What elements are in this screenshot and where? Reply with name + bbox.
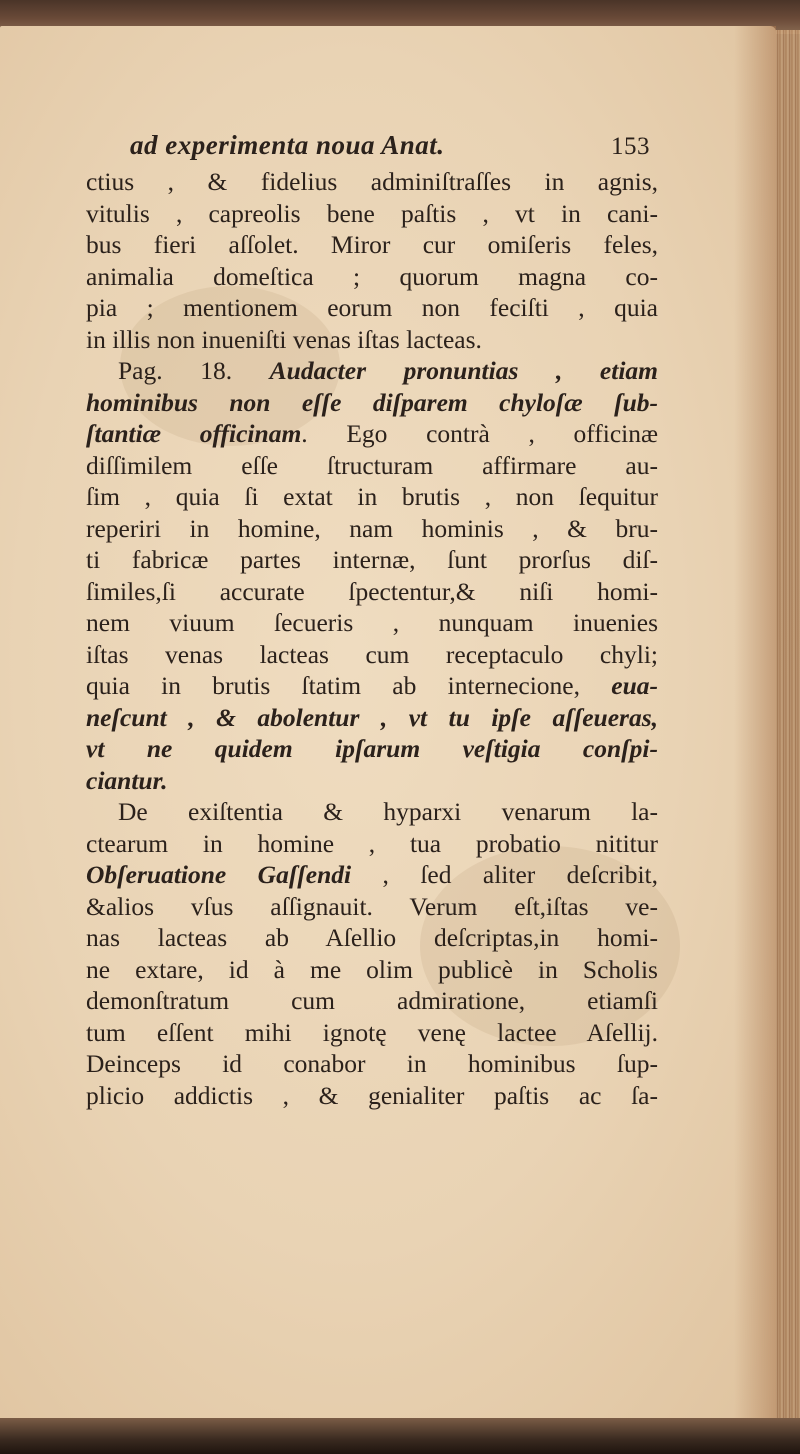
text-line: animalia domeſtica ; quorum magna co- [86,261,658,291]
text-line: plicio addictis , & genialiter paſtis ac ſa- [86,1080,658,1110]
text-line: quia in brutis ſtatim ab internecione, eua- [86,671,658,700]
text-line: reperiri in homine, nam hominis , & bru- [86,513,658,543]
text-line: Pag. 18. Audacter pronuntias , etiam [118,356,658,385]
text-line: hominibus non eſſe diſparem chyloſæ ſub- [86,387,658,417]
page-number: 153 [611,133,650,160]
text-line: ſimiles,ſi accurate ſpectentur,& niſi homi- [86,576,658,606]
text-line: bus fieri aſſolet. Miror cur omiſeris feles, [86,230,658,259]
book-bottom-edge [0,1418,800,1454]
text-line: nas lacteas ab Aſellio deſcriptas,in homi- [86,923,658,952]
text-line: demonſtratum cum admiratione, etiamſi [86,986,658,1015]
text-line: neſcunt , & abolentur , vt tu ipſe aſſeueras, [86,702,658,732]
text-line: ſim , quia ſi extat in brutis , non ſequitur [86,482,658,511]
text-line: iſtas venas lacteas cum receptaculo chyli; [86,639,658,669]
body-text [86,166,658,1111]
text-line: pia ; mentionem eorum non feciſti , quia [86,293,658,322]
page-header [130,126,650,166]
text-line: ſtantiæ officinam. Ego contrà , officinæ [86,419,659,448]
text-line: ctius , & fidelius adminiſtraſſes in agnis, [86,167,658,196]
text-line: tum eſſent mihi ignotę venę lactee Aſellij. [86,1017,658,1047]
page-text-block [86,126,658,1111]
text-line: ctearum in homine , tua probatio nititur [86,828,658,858]
running-head: ad experimenta noua Anat. [130,130,445,160]
page-gutter-shade [734,26,776,1422]
text-line: ciantur. [86,765,168,795]
text-line: ti fabricæ partes internæ, ſunt prorſus diſ- [86,545,658,574]
text-line: vitulis , capreolis bene paſtis , vt in cani- [86,198,658,228]
text-line: nem viuum ſecueris , nunquam inuenies [86,608,658,637]
text-line: De exiſtentia & hyparxi venarum la- [118,797,658,826]
text-line: diſſimilem eſſe ſtructuram affirmare au- [86,450,658,480]
text-line: ne extare, id à me olim publicè in Scholis [86,954,658,984]
text-line: in illis non inueniſti venas iſtas lacteas. [86,324,482,354]
text-line: vt ne quidem ipſarum veſtigia conſpi- [86,734,658,763]
text-line: Deinceps id conabor in hominibus ſup- [86,1049,658,1078]
text-line: &alios vſus aſſignauit. Verum eſt,iſtas ve- [86,891,658,921]
text-line: Obſeruatione Gaſſendi , ſed aliter deſcribit, [86,860,658,889]
